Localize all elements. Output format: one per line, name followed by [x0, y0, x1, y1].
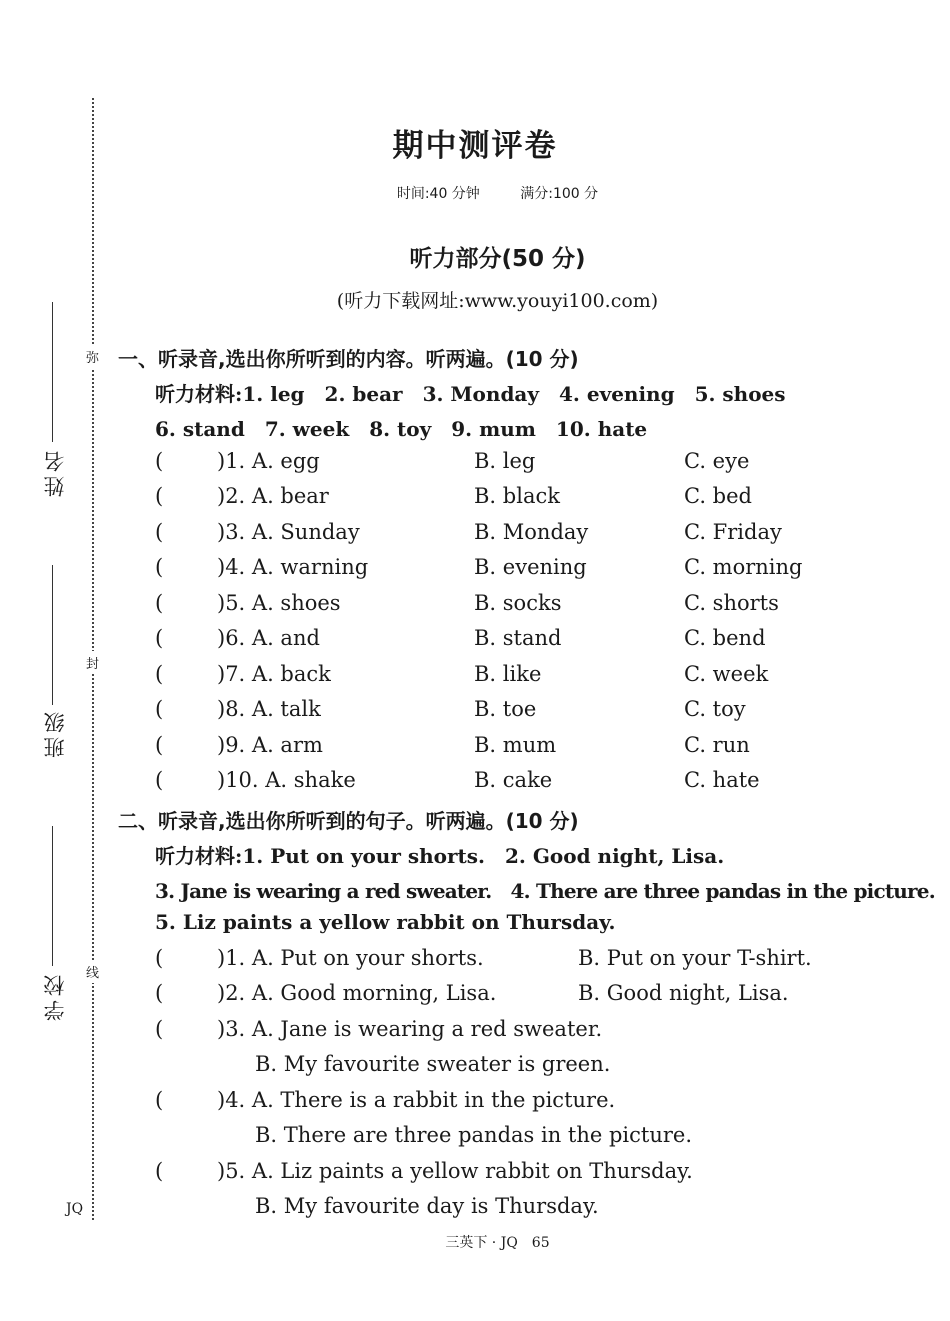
- option-b: B. evening: [474, 555, 587, 579]
- option-b: B. toe: [474, 697, 537, 721]
- option-c: C. hate: [684, 768, 760, 792]
- option-a: )2. A. Good morning, Lisa.: [217, 981, 497, 1005]
- section1-material-line1: 听力材料:1. leg 2. bear 3. Monday 4. evening 5. shoes: [155, 382, 786, 406]
- option-b: B. My favourite sweater is green.: [255, 1052, 611, 1076]
- school-label: 学校: [43, 971, 67, 1021]
- school-field[interactable]: [52, 826, 53, 966]
- option-c: C. morning: [684, 555, 803, 579]
- page-title: 期中测评卷: [392, 128, 558, 164]
- option-a: )3. A. Sunday: [217, 520, 360, 544]
- option-a: )2. A. bear: [217, 484, 329, 508]
- list-item: [155, 1088, 855, 1154]
- name-field[interactable]: [52, 302, 53, 442]
- answer-bracket[interactable]: (: [155, 697, 164, 721]
- exam-meta: [0, 183, 950, 203]
- part-title: 听力部分(50 分): [409, 246, 586, 272]
- option-b: B. There are three pandas in the picture.: [255, 1123, 692, 1147]
- option-b: B. Good night, Lisa.: [578, 981, 789, 1005]
- section2-material-line2: 3. Jane is wearing a red sweater. 4. There are three pandas in the picture.: [155, 879, 935, 903]
- option-a: )5. A. Liz paints a yellow rabbit on Thursday.: [217, 1159, 693, 1183]
- list-item: [155, 449, 855, 479]
- option-b: B. leg: [474, 449, 536, 473]
- list-item: [155, 1017, 855, 1083]
- option-a: )8. A. talk: [217, 697, 321, 721]
- section2-heading: 二、听录音,选出你所听到的句子。听两遍。(10 分): [118, 809, 579, 833]
- option-b: B. mum: [474, 733, 557, 757]
- option-b: B. stand: [474, 626, 562, 650]
- option-b: B. cake: [474, 768, 553, 792]
- option-c: C. eye: [684, 449, 750, 473]
- answer-bracket[interactable]: (: [155, 626, 164, 650]
- option-b: B. black: [474, 484, 560, 508]
- option-b: B. My favourite day is Thursday.: [255, 1194, 599, 1218]
- option-c: C. bend: [684, 626, 766, 650]
- class-label: 班级: [43, 708, 67, 758]
- download-url: (听力下载网址:www.youyi100.com): [336, 290, 659, 312]
- section1-material-line2: 6. stand 7. week 8. toy 9. mum 10. hate: [155, 417, 648, 441]
- seal-char-xian: 线: [86, 960, 99, 983]
- option-c: C. run: [684, 733, 750, 757]
- list-item: [155, 626, 855, 656]
- option-a: )4. A. warning: [217, 555, 369, 579]
- answer-bracket[interactable]: (: [155, 946, 164, 970]
- seal-char-mi: 弥: [86, 345, 99, 368]
- list-item: [155, 946, 855, 976]
- list-item: [155, 981, 855, 1011]
- answer-bracket[interactable]: (: [155, 733, 164, 757]
- option-a: )1. A. egg: [217, 449, 320, 473]
- list-item: [155, 555, 855, 585]
- corner-code: JQ: [66, 1201, 84, 1217]
- option-b: B. like: [474, 662, 542, 686]
- list-item: [155, 768, 855, 798]
- option-a: )4. A. There is a rabbit in the picture.: [217, 1088, 616, 1112]
- answer-bracket[interactable]: (: [155, 1159, 164, 1183]
- exam-score: 满分:100 分: [520, 186, 599, 202]
- class-field[interactable]: [52, 565, 53, 705]
- option-a: )10. A. shake: [217, 768, 356, 792]
- option-b: B. socks: [474, 591, 562, 615]
- list-item: [155, 697, 855, 727]
- answer-bracket[interactable]: (: [155, 520, 164, 544]
- option-a: )6. A. and: [217, 626, 320, 650]
- answer-bracket[interactable]: (: [155, 555, 164, 579]
- list-item: [155, 520, 855, 550]
- seal-char-feng: 封: [86, 651, 99, 674]
- answer-bracket[interactable]: (: [155, 768, 164, 792]
- answer-bracket[interactable]: (: [155, 981, 164, 1005]
- option-c: C. toy: [684, 697, 746, 721]
- name-label: 姓名: [43, 447, 67, 497]
- list-item: [155, 1159, 855, 1225]
- list-item: [155, 591, 855, 621]
- list-item: [155, 733, 855, 763]
- option-c: C. Friday: [684, 520, 782, 544]
- option-a: )7. A. back: [217, 662, 331, 686]
- exam-time: 时间:40 分钟: [396, 186, 480, 202]
- answer-bracket[interactable]: (: [155, 1017, 164, 1041]
- option-a: )5. A. shoes: [217, 591, 341, 615]
- section2-material-line3: 5. Liz paints a yellow rabbit on Thursday.: [155, 910, 616, 934]
- option-a: )3. A. Jane is wearing a red sweater.: [217, 1017, 603, 1041]
- section2-material-line1: 听力材料:1. Put on your shorts. 2. Good night, Lisa.: [155, 844, 725, 868]
- page-footer: 三英下 · JQ 65: [445, 1235, 550, 1251]
- list-item: [155, 484, 855, 514]
- option-b: B. Monday: [474, 520, 589, 544]
- answer-bracket[interactable]: (: [155, 449, 164, 473]
- option-c: C. week: [684, 662, 769, 686]
- answer-bracket[interactable]: (: [155, 484, 164, 508]
- answer-bracket[interactable]: (: [155, 1088, 164, 1112]
- option-a: )9. A. arm: [217, 733, 323, 757]
- option-a: )1. A. Put on your shorts.: [217, 946, 484, 970]
- option-b: B. Put on your T-shirt.: [578, 946, 812, 970]
- option-c: C. bed: [684, 484, 752, 508]
- list-item: [155, 662, 855, 692]
- section1-heading: 一、听录音,选出你所听到的内容。听两遍。(10 分): [118, 347, 579, 371]
- answer-bracket[interactable]: (: [155, 662, 164, 686]
- option-c: C. shorts: [684, 591, 779, 615]
- answer-bracket[interactable]: (: [155, 591, 164, 615]
